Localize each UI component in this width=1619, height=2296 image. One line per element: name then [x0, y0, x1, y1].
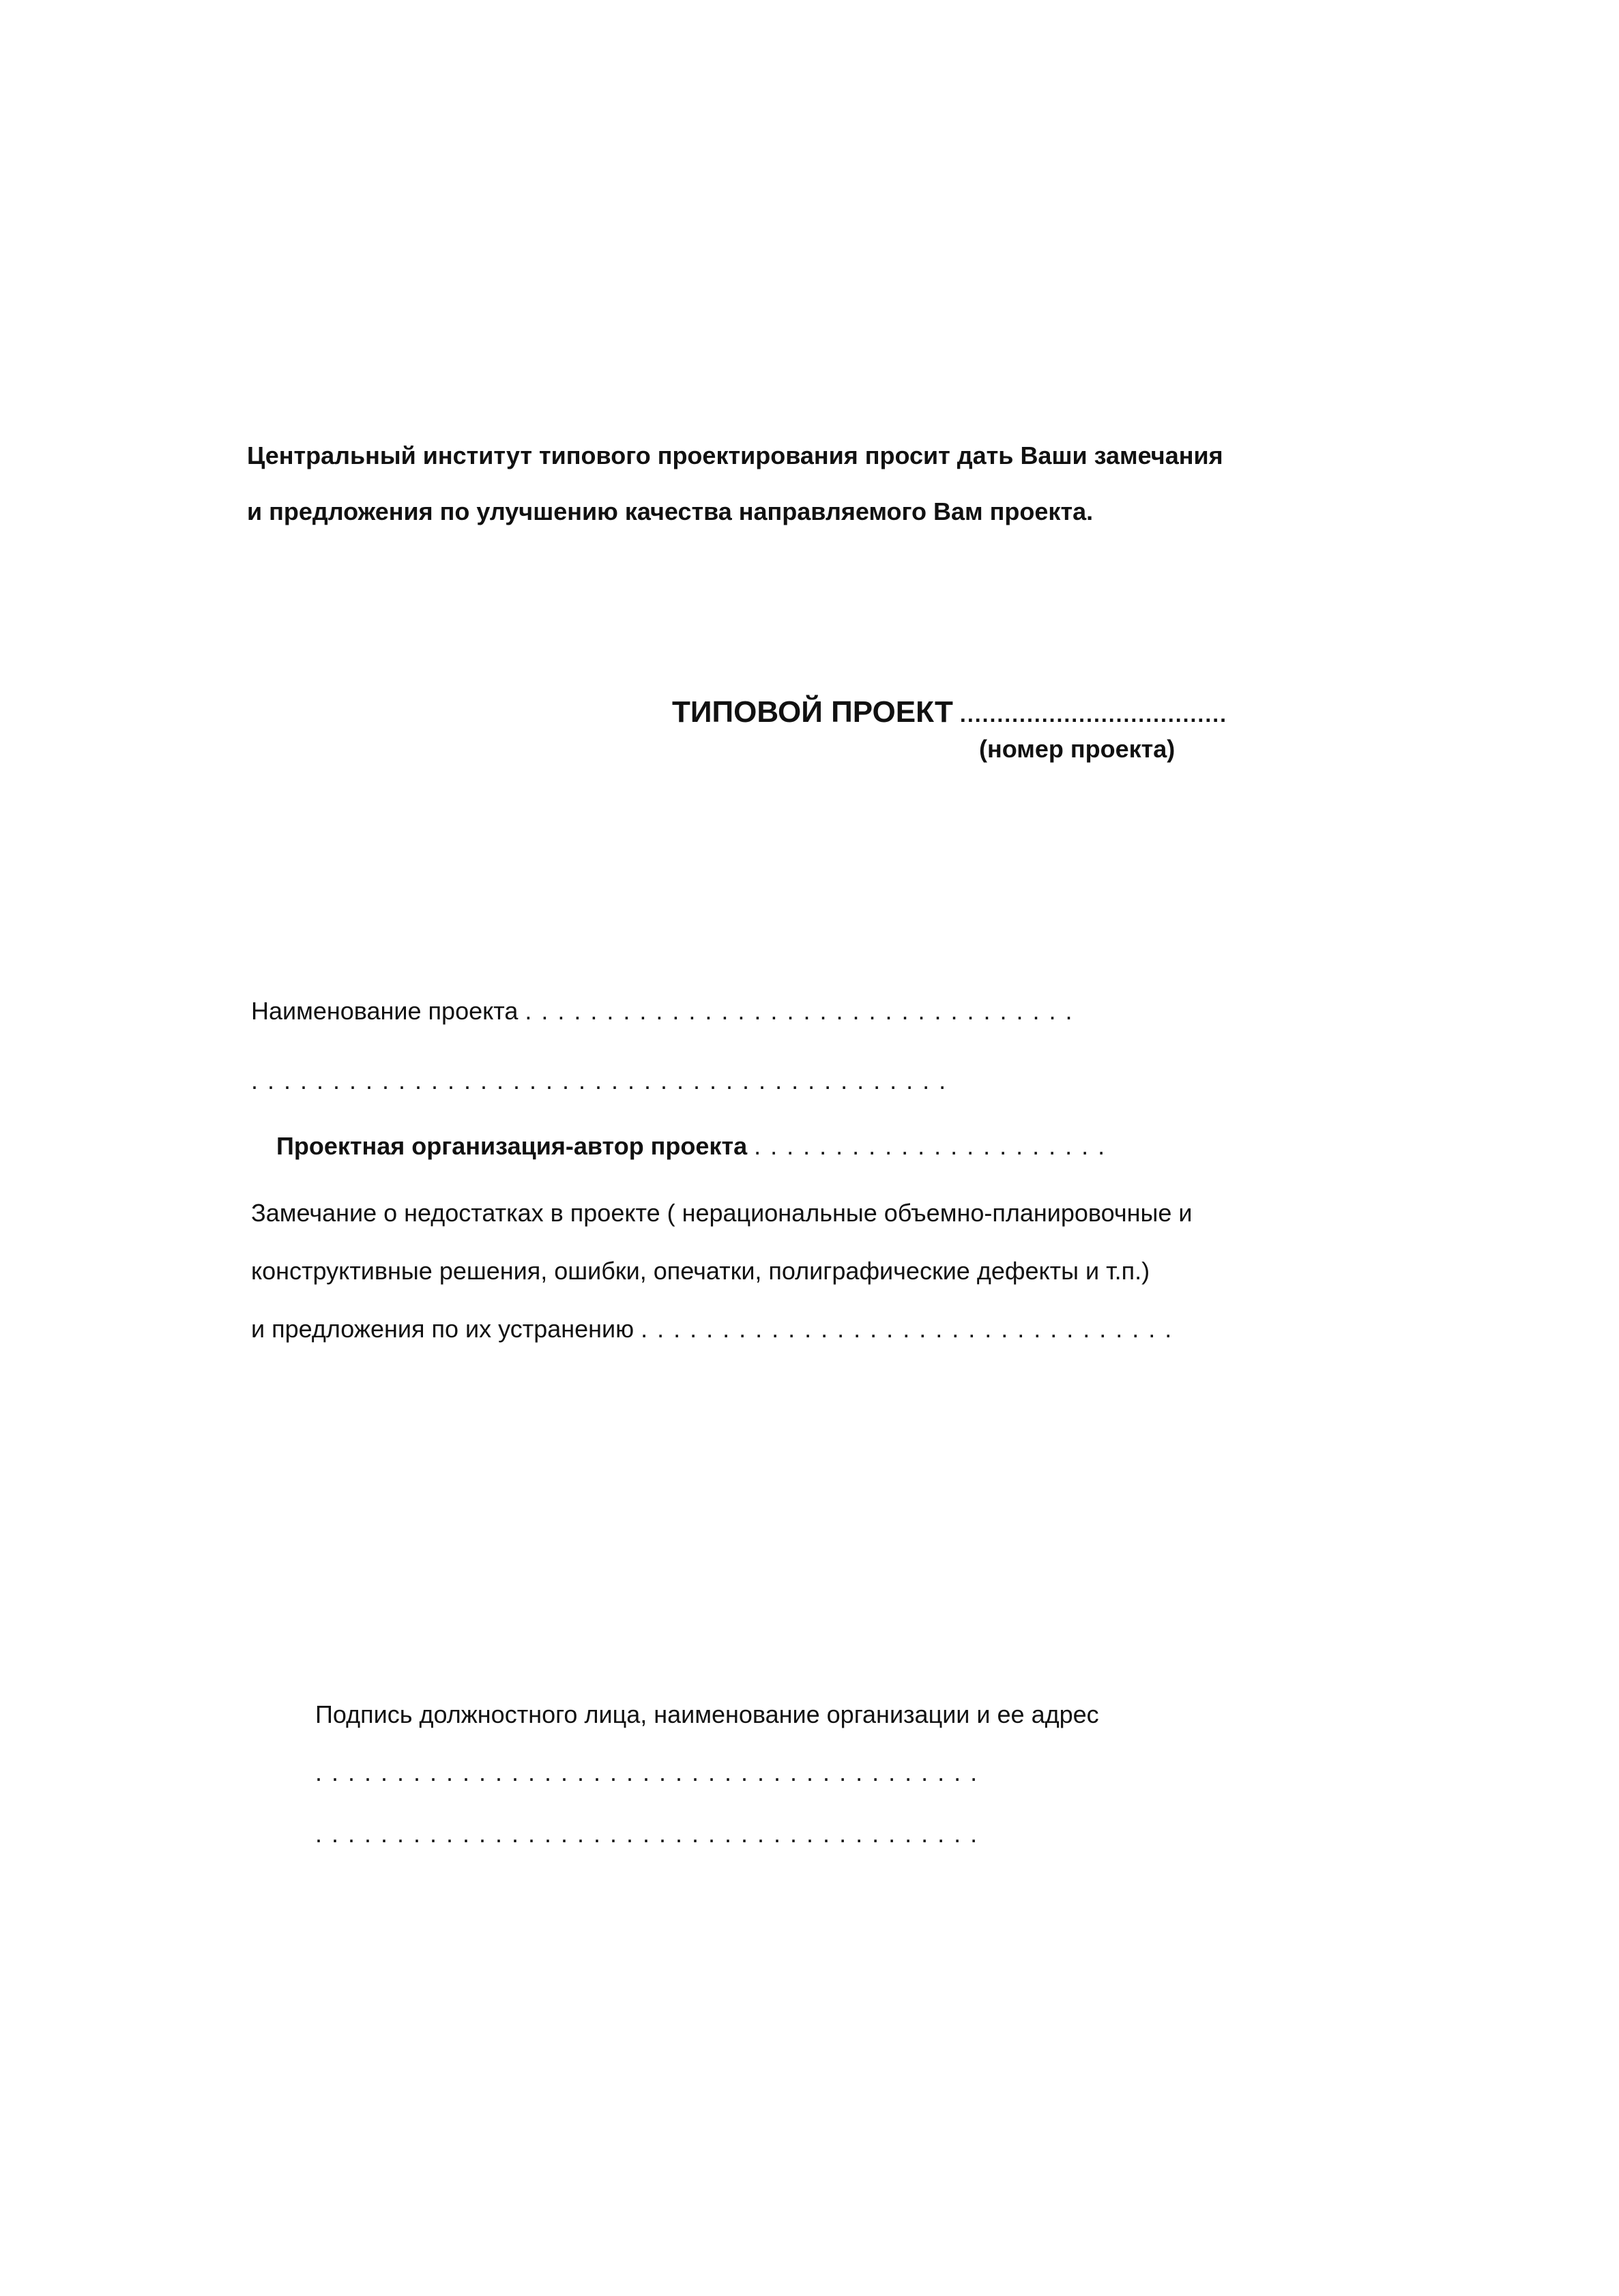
remarks-line-3-label: и предложения по их устранению [251, 1315, 635, 1343]
project-number-field[interactable]: .................................... [959, 702, 1227, 727]
project-number-caption: (номер проекта) [979, 735, 1176, 763]
organization-label: Проектная организация-автор проекта [276, 1132, 748, 1160]
remarks-row-3 [251, 1317, 1181, 1341]
project-header-title: ТИПОВОЙ ПРОЕКТ [672, 695, 953, 729]
signature-label: Подпись должностного лица, наименование организации и ее адрес [315, 1700, 1099, 1728]
project-name-field-line-2[interactable]: ........................................... [251, 1066, 956, 1094]
project-name-row [251, 999, 1081, 1023]
remarks-line-1: Замечание о недостатках в проекте ( нерациональные объемно-планировочные и [251, 1199, 1193, 1227]
project-name-field[interactable]: .................................. [525, 997, 1082, 1025]
intro-line-1: Центральный институт типового проектирования просит дать Ваши замечания [247, 441, 1223, 469]
organization-row [276, 1134, 1114, 1159]
remarks-field[interactable]: ................................. [641, 1315, 1182, 1343]
intro-line-2: и предложения по улучшению качества направляемого Вам проекта. [247, 497, 1094, 525]
project-header [672, 697, 1227, 727]
remarks-line-2: конструктивные решения, ошибки, опечатки, полиграфические дефекты и т.п.) [251, 1257, 1150, 1285]
organization-field[interactable]: ...................... [754, 1132, 1115, 1160]
signature-field-line-2[interactable]: ......................................... [315, 1820, 987, 1848]
signature-field-line-1[interactable]: ......................................... [315, 1758, 987, 1786]
project-name-label: Наименование проекта [251, 997, 519, 1025]
